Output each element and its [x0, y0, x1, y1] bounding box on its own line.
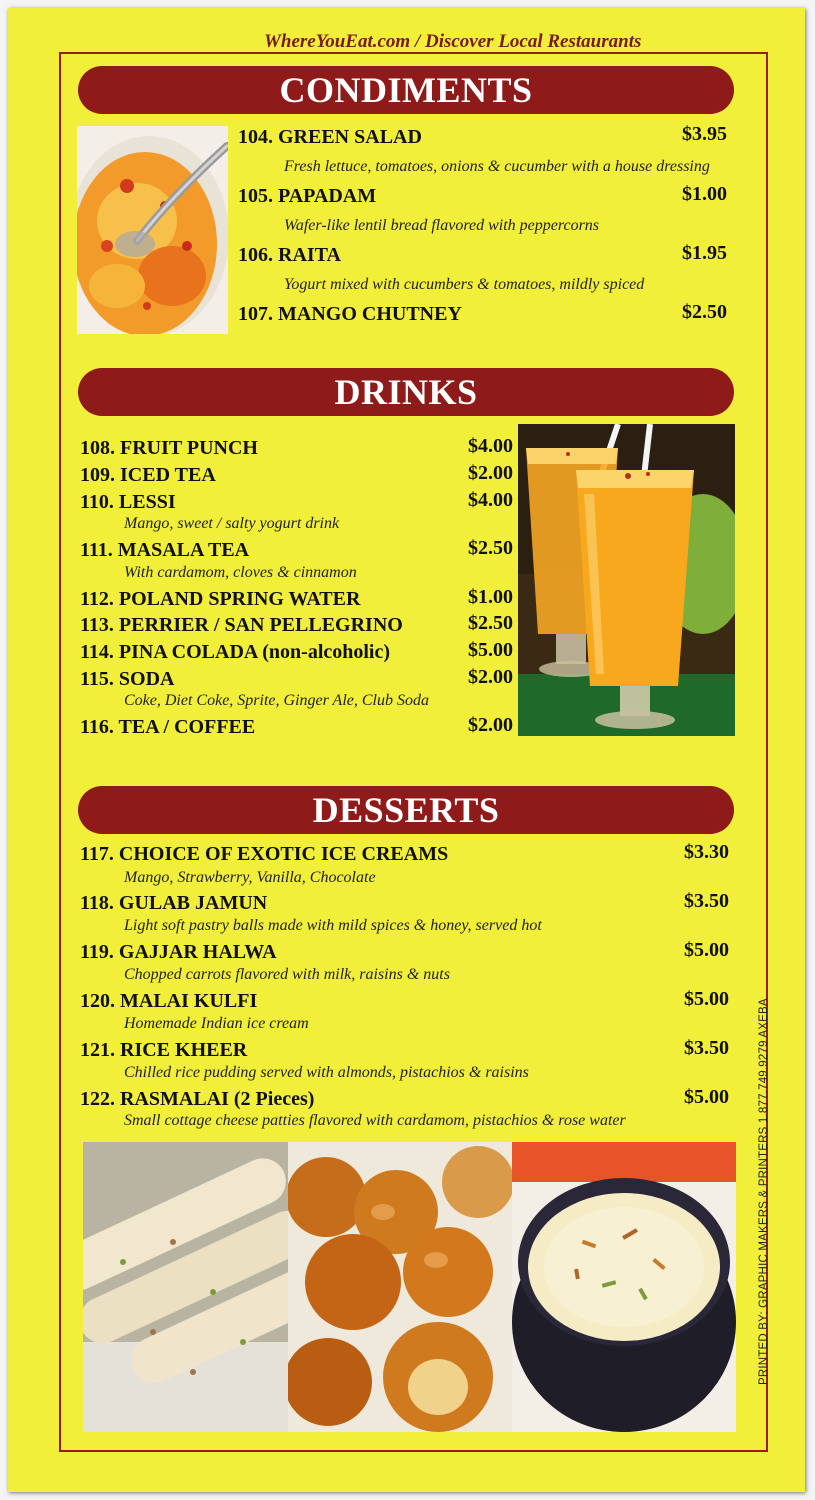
item-120-name: 120. MALAI KULFI: [80, 990, 258, 1012]
mango-lassi-photo: [518, 424, 735, 736]
item-115-name: 115. SODA: [80, 668, 175, 690]
item-109-price: $2.00: [468, 462, 513, 484]
item-111-name: 111. MASALA TEA: [80, 539, 250, 561]
item-121-desc: Chilled rice pudding served with almonds, pistachios & raisins: [124, 1064, 529, 1081]
item-113-price: $2.50: [468, 612, 513, 634]
item-122-name: 122. RASMALAI (2 Pieces): [80, 1088, 315, 1110]
item-110-price: $4.00: [468, 489, 513, 511]
item-107-name: 107. MANGO CHUTNEY: [238, 303, 462, 325]
item-105-desc: Wafer-like lentil bread flavored with peppercorns: [284, 217, 600, 234]
item-108-price: $4.00: [468, 435, 513, 457]
item-114-price: $5.00: [468, 639, 513, 661]
item-106-price: $1.95: [682, 242, 727, 264]
item-116-price: $2.00: [468, 714, 513, 736]
gulab-jamun-photo: [288, 1142, 512, 1432]
item-122-desc: Small cottage cheese patties flavored with cardamom, pistachios & rose water: [124, 1112, 626, 1129]
item-118-name: 118. GULAB JAMUN: [80, 892, 268, 914]
item-122-price: $5.00: [684, 1086, 729, 1108]
item-105-price: $1.00: [682, 183, 727, 205]
item-112-name: 112. POLAND SPRING WATER: [80, 588, 361, 610]
item-121-name: 121. RICE KHEER: [80, 1039, 248, 1061]
item-117-price: $3.30: [684, 841, 729, 863]
printer-credit: PRINTED BY: GRAPHIC MAKERS & PRINTERS 1.877.749.9279 AXEBA: [758, 998, 770, 1385]
item-107-price: $2.50: [682, 301, 727, 323]
item-104-desc: Fresh lettuce, tomatoes, onions & cucumber with a house dressing: [284, 158, 710, 175]
condiments-banner: CONDIMENTS: [78, 66, 734, 114]
item-110-desc: Mango, sweet / salty yogurt drink: [124, 515, 340, 532]
item-118-desc: Light soft pastry balls made with mild spices & honey, served hot: [124, 917, 542, 934]
item-115-desc: Coke, Diet Coke, Sprite, Ginger Ale, Club Soda: [124, 692, 429, 709]
item-108-name: 108. FRUIT PUNCH: [80, 437, 258, 459]
mango-chutney-photo: [77, 126, 228, 334]
item-111-desc: With cardamom, cloves & cinnamon: [124, 564, 357, 581]
kulfi-photo: [83, 1142, 288, 1432]
item-120-price: $5.00: [684, 988, 729, 1010]
item-104-price: $3.95: [682, 123, 727, 145]
item-111-price: $2.50: [468, 537, 513, 559]
rice-kheer-photo: [512, 1142, 736, 1432]
item-119-desc: Chopped carrots flavored with milk, raisins & nuts: [124, 966, 450, 983]
drinks-banner: DRINKS: [78, 368, 734, 416]
item-104-name: 104. GREEN SALAD: [238, 126, 422, 148]
item-119-price: $5.00: [684, 939, 729, 961]
item-112-price: $1.00: [468, 586, 513, 608]
item-110-name: 110. LESSI: [80, 491, 176, 513]
item-117-desc: Mango, Strawberry, Vanilla, Chocolate: [124, 869, 376, 886]
desserts-banner: DESSERTS: [78, 786, 734, 834]
item-121-price: $3.50: [684, 1037, 729, 1059]
item-113-name: 113. PERRIER / SAN PELLEGRINO: [80, 614, 403, 636]
item-119-name: 119. GAJJAR HALWA: [80, 941, 277, 963]
item-120-desc: Homemade Indian ice cream: [124, 1015, 309, 1032]
item-105-name: 105. PAPADAM: [238, 185, 377, 207]
item-106-name: 106. RAITA: [238, 244, 341, 266]
item-117-name: 117. CHOICE OF EXOTIC ICE CREAMS: [80, 843, 449, 865]
item-116-name: 116. TEA / COFFEE: [80, 716, 256, 738]
item-106-desc: Yogurt mixed with cucumbers & tomatoes, mildly spiced: [284, 276, 645, 293]
item-109-name: 109. ICED TEA: [80, 464, 216, 486]
item-118-price: $3.50: [684, 890, 729, 912]
item-115-price: $2.00: [468, 666, 513, 688]
watermark: WhereYouEat.com / Discover Local Restaurants: [264, 31, 642, 52]
item-114-name: 114. PINA COLADA (non-alcoholic): [80, 641, 391, 663]
